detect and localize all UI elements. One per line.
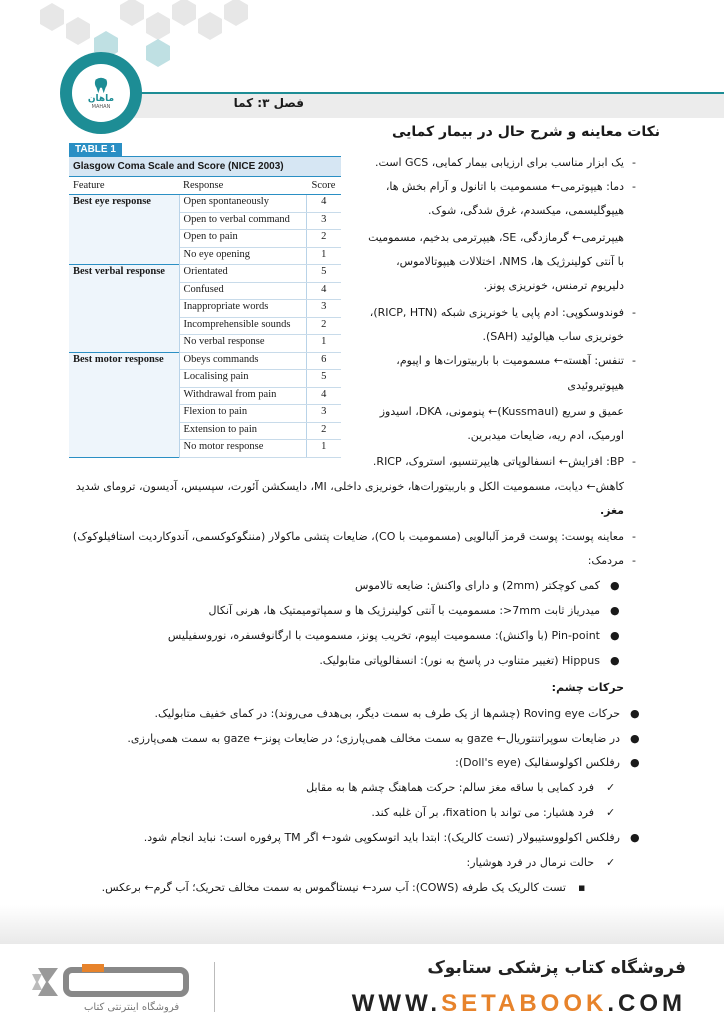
table-title: Glasgow Coma Scale and Score (NICE 2003) [69, 156, 341, 176]
gcs-table [69, 176, 341, 458]
bullet-marker: ● [630, 707, 640, 720]
body-line: اورمیک، ادم ریه، ضایعات میدبرین. [467, 429, 624, 442]
square-bullet-marker: ▪ [578, 881, 586, 894]
body-line: عمیق و سریع (Kussmaul)← پنومونی، DKA، اسیدوز [379, 405, 624, 418]
url-suffix: .COM [607, 990, 686, 1017]
body-line: با آنتی کولینرژیک ها، NMS، اختلالات هیپوتالاموس، [396, 255, 624, 268]
url-prefix: WWW. [351, 990, 442, 1017]
feature-cell: Best eye response [69, 195, 179, 265]
score-cell: 1 [306, 440, 341, 458]
body-line: دما: هیپوترمی← مسمومیت با اتانول و آرام بخش ها، [385, 180, 624, 193]
store-name: فروشگاه کتاب پزشکی ستابوک [427, 958, 686, 978]
dash-marker: - [632, 455, 636, 468]
bullet-marker: ● [630, 732, 640, 745]
body-line: در ضایعات سوپراتنتوریال← gaze به سمت مخالف همی‌پارزی؛ در ضایعات پونز← gaze به سمت همی‌پارزی. [127, 732, 620, 745]
response-cell: Inappropriate words [179, 300, 306, 318]
url-main: SETABOOK [441, 990, 608, 1017]
score-cell: 1 [306, 247, 341, 265]
response-cell: No eye opening [179, 247, 306, 265]
body-line: مردمک: [587, 554, 624, 567]
hexagon-pattern [0, 0, 300, 70]
response-cell: Confused [179, 282, 306, 300]
body-line: فرد کمایی با ساقه مغز سالم: حرکت هماهنگ چشم ها به مقابل [306, 781, 594, 794]
feature-cell: Best motor response [69, 352, 179, 457]
body-line: مغز. [599, 504, 624, 517]
body-line: کاهش← دیابت، مسمومیت الکل و باربیتورات‌ها، خونریزی داخلی، MI، دایسکشن آئورت، سپسیس، آدیسون، ترومای شدید [75, 480, 624, 493]
response-cell: No verbal response [179, 335, 306, 353]
body-line: حرکات Roving eye (چشم‌ها از یک طرف به سمت دیگر، بی‌هدف می‌روند): در کمای خفیف متابولیک. [154, 707, 620, 720]
response-cell: Incomprehensible sounds [179, 317, 306, 335]
bullet-marker: ● [610, 604, 620, 617]
body-line: رفلکس اکولووستیبولار (تست کالریک): ابتدا باید اتوسکوپی شود← اگر TM پرفوره است: نباید انجام شود. [143, 831, 620, 844]
score-cell: 3 [306, 300, 341, 318]
score-cell: 4 [306, 282, 341, 300]
chapter-title: فصل ۳: کما [233, 96, 304, 110]
response-cell: Open spontaneously [179, 195, 306, 213]
table-row [69, 352, 341, 370]
body-line: دلیریوم ترمنس، خونریزی پونز. [483, 279, 624, 292]
response-cell: Localising pain [179, 370, 306, 388]
dash-marker: - [632, 530, 636, 543]
score-cell: 6 [306, 352, 341, 370]
table-row [69, 195, 341, 213]
col-feature: Feature [69, 177, 179, 195]
bottom-fade [0, 905, 724, 945]
store-url[interactable] [352, 990, 686, 1018]
body-line: کمی کوچکتر (2mm) و دارای واکنش: ضایعه تالاموس [355, 579, 600, 592]
response-cell: Withdrawal from pain [179, 387, 306, 405]
body-line: هیپوگلیسمی، میکسدم، غرق شدگی، شوک. [428, 204, 624, 217]
check-icon: ✓ [606, 856, 616, 869]
body-line: رفلکس اکولوسفالیک (Doll's eye): [455, 756, 620, 769]
check-icon: ✓ [606, 781, 616, 794]
col-response: Response [179, 177, 306, 195]
bullet-marker: ● [610, 579, 620, 592]
score-cell: 3 [306, 405, 341, 423]
body-line: یک ابزار مناسب برای ارزیابی بیمار کمایی، GCS است. [374, 156, 624, 169]
response-cell: Obeys commands [179, 352, 306, 370]
dash-marker: - [632, 554, 636, 567]
logo-inner [72, 64, 130, 122]
score-cell: 2 [306, 422, 341, 440]
gcs-table-box [69, 137, 341, 458]
chapter-header-bar [96, 92, 724, 118]
body-line: میدریاز ثابت 7mm<: مسمومیت با آنتی کولینرژیک ها و سمپاتومیمتیک ها، هرنی آنکال [208, 604, 600, 617]
response-cell: Extension to pain [179, 422, 306, 440]
section-title: نکات معاینه و شرح حال در بیمار کمایی [391, 124, 660, 140]
response-cell: Flexion to pain [179, 405, 306, 423]
logo-brand: ماهان [87, 94, 115, 104]
col-score: Score [306, 177, 341, 195]
footer-divider [214, 962, 215, 1012]
score-cell: 4 [306, 387, 341, 405]
body-line: معاینه پوست: پوست قرمز آلبالویی (مسمومیت با CO)، ضایعات پتشی ماکولار (مننگوکوکسمی، آندوکاردیت استافیلوکوک) [72, 530, 624, 543]
body-line: حالت نرمال در فرد هوشیار: [466, 856, 594, 869]
bullet-marker: ● [630, 831, 640, 844]
body-line: خونریزی ساب هیالوئید (SAH). [482, 330, 624, 343]
response-cell: Open to pain [179, 230, 306, 248]
score-cell: 5 [306, 265, 341, 283]
body-line: Hippus (تغییر متناوب در پاسخ به نور): انسفالوپاتی متابولیک. [319, 654, 600, 667]
score-cell: 2 [306, 317, 341, 335]
score-cell: 4 [306, 195, 341, 213]
feature-cell: Best verbal response [69, 265, 179, 353]
bullet-marker: ● [610, 654, 620, 667]
check-icon: ✓ [606, 806, 616, 819]
body-line: فرد هشیار: می تواند با fixation، بر آن غلبه کند. [371, 806, 594, 819]
publisher-logo [60, 52, 142, 134]
footer-logo-sub: فروشگاه اینترنتی کتاب [84, 1002, 180, 1013]
response-cell: Open to verbal command [179, 212, 306, 230]
body-line: هیپوتیروئیدی [567, 379, 624, 392]
body-line: فوندوسکوپی: ادم پاپی یا خونریزی شبکه (RICP, HTN)، [369, 306, 624, 319]
score-cell: 2 [306, 230, 341, 248]
response-cell: No motor response [179, 440, 306, 458]
score-cell: 3 [306, 212, 341, 230]
table-tag: TABLE 1 [69, 143, 122, 156]
bullet-marker: ● [610, 629, 620, 642]
tooth-icon [92, 76, 110, 94]
body-line: تست کالریک یک طرفه (COWS): آب سرد← نیستاگموس به سمت مخالف تحریک؛ آب گرم← برعکس. [101, 881, 566, 894]
table-header-row [69, 177, 341, 195]
body-line: Pin-point (با واکنش): مسمومیت اپیوم، تخریب پونز، مسمومیت با ارگانوفسفره، نوروسفیلیس [167, 629, 600, 642]
body-line: هیپرترمی← گرمازدگی، SE، هیپرترمی بدخیم، مسمومیت [368, 231, 624, 244]
response-cell: Orientated [179, 265, 306, 283]
score-cell: 5 [306, 370, 341, 388]
bullet-marker: ● [630, 756, 640, 769]
dash-marker: - [632, 180, 636, 193]
body-line: تنفس: آهسته← مسمومیت با باربیتورات‌ها و اپیوم، [396, 354, 624, 367]
body-line: BP: افزایش← انسفالوپاتی هایپرتنسیو، استروک، RICP. [372, 455, 624, 468]
dash-marker: - [632, 354, 636, 367]
dash-marker: - [632, 156, 636, 169]
logo-sub: MAHAN [91, 104, 111, 110]
score-cell: 1 [306, 335, 341, 353]
table-row [69, 265, 341, 283]
dash-marker: - [632, 306, 636, 319]
subheading: حرکات چشم: [551, 681, 624, 694]
